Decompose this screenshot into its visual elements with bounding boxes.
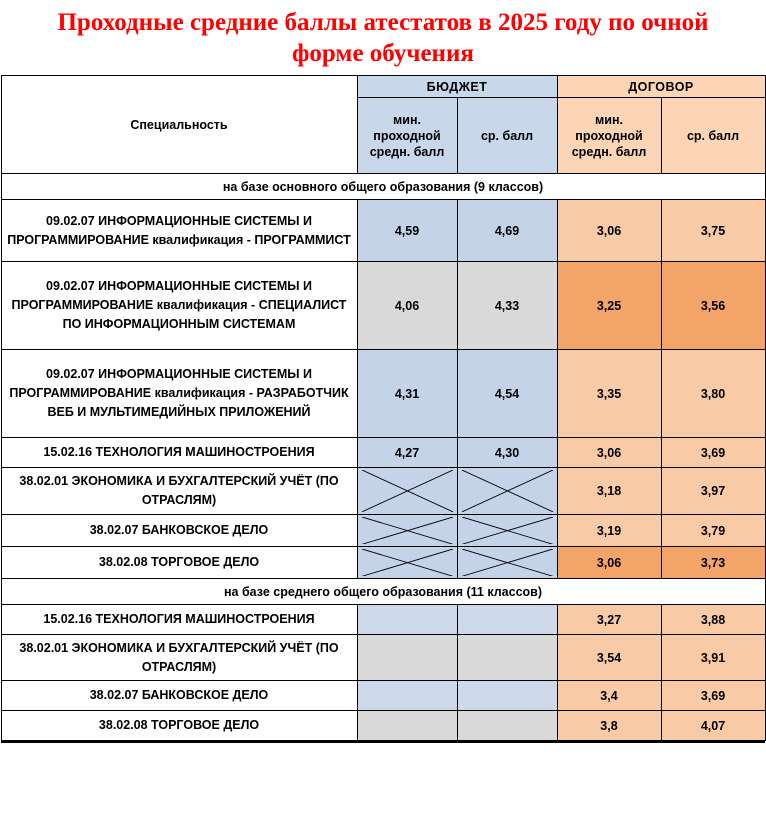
cross-out-icon [362, 549, 453, 576]
scores-table [1, 75, 766, 741]
header-budget: БЮДЖЕТ [357, 76, 557, 98]
table-row [1, 262, 765, 350]
section-header-9-classes [1, 174, 765, 200]
row-specialty: 15.02.16 ТЕХНОЛОГИЯ МАШИНОСТРОЕНИЯ [1, 605, 357, 635]
row-specialty: 38.02.08 ТОРГОВОЕ ДЕЛО [1, 547, 357, 579]
cross-out-icon [462, 549, 553, 576]
cell-budget-min: 4,31 [357, 350, 457, 438]
cell-budget-min [357, 681, 457, 711]
cell-budget-avg [457, 605, 557, 635]
cell-budget-min-empty [357, 514, 457, 546]
cell-contract-min: 3,25 [557, 262, 661, 350]
section-header-11-classes [1, 579, 765, 605]
cell-budget-avg-empty [457, 468, 557, 515]
cell-budget-avg: 4,54 [457, 350, 557, 438]
cell-contract-min: 3,54 [557, 635, 661, 681]
table-row [1, 468, 765, 515]
header-budget-min: мин. проходной средн. балл [357, 98, 457, 174]
table-row [1, 605, 765, 635]
cell-contract-avg: 3,97 [661, 468, 765, 515]
cell-budget-avg [457, 711, 557, 741]
cell-contract-avg: 3,88 [661, 605, 765, 635]
table-row [1, 200, 765, 262]
cell-contract-min: 3,19 [557, 514, 661, 546]
cell-contract-min: 3,8 [557, 711, 661, 741]
cell-budget-avg: 4,69 [457, 200, 557, 262]
cell-budget-min-empty [357, 547, 457, 579]
table-row [1, 547, 765, 579]
cell-budget-min-empty [357, 468, 457, 515]
cell-contract-min: 3,18 [557, 468, 661, 515]
cell-budget-min: 4,59 [357, 200, 457, 262]
row-specialty: 09.02.07 ИНФОРМАЦИОННЫЕ СИСТЕМЫ И ПРОГРАММИРОВАНИЕ квалификация - СПЕЦИАЛИСТ ПО ИНФОРМАЦИОННЫМ СИСТЕМАМ [1, 262, 357, 350]
cell-contract-avg: 3,73 [661, 547, 765, 579]
row-specialty: 38.02.01 ЭКОНОМИКА И БУХГАЛТЕРСКИЙ УЧЁТ (ПО ОТРАСЛЯМ) [1, 635, 357, 681]
cell-budget-avg: 4,33 [457, 262, 557, 350]
table-row [1, 635, 765, 681]
section-label: на базе основного общего образования (9 классов) [1, 174, 765, 200]
row-specialty: 09.02.07 ИНФОРМАЦИОННЫЕ СИСТЕМЫ И ПРОГРАММИРОВАНИЕ квалификация - ПРОГРАММИСТ [1, 200, 357, 262]
header-budget-avg: ср. балл [457, 98, 557, 174]
cross-out-icon [462, 517, 553, 544]
cross-out-icon [462, 470, 553, 512]
header-contract-avg: ср. балл [661, 98, 765, 174]
cell-contract-avg: 3,80 [661, 350, 765, 438]
row-specialty: 38.02.01 ЭКОНОМИКА И БУХГАЛТЕРСКИЙ УЧЁТ (ПО ОТРАСЛЯМ) [1, 468, 357, 515]
cell-contract-min: 3,4 [557, 681, 661, 711]
header-specialty: Специальность [1, 76, 357, 174]
cell-budget-min [357, 635, 457, 681]
cell-contract-min: 3,27 [557, 605, 661, 635]
table-row [1, 350, 765, 438]
cell-contract-avg: 3,75 [661, 200, 765, 262]
cell-budget-avg [457, 681, 557, 711]
cell-contract-min: 3,06 [557, 200, 661, 262]
cross-out-icon [362, 517, 453, 544]
cell-budget-avg [457, 635, 557, 681]
row-specialty: 15.02.16 ТЕХНОЛОГИЯ МАШИНОСТРОЕНИЯ [1, 438, 357, 468]
cell-budget-min: 4,06 [357, 262, 457, 350]
cell-contract-avg: 3,69 [661, 438, 765, 468]
table-row [1, 438, 765, 468]
cell-budget-min [357, 605, 457, 635]
cell-contract-min: 3,06 [557, 547, 661, 579]
row-specialty: 38.02.07 БАНКОВСКОЕ ДЕЛО [1, 514, 357, 546]
cell-budget-min [357, 711, 457, 741]
cell-contract-avg: 3,69 [661, 681, 765, 711]
cell-budget-avg: 4,30 [457, 438, 557, 468]
cell-contract-avg: 3,79 [661, 514, 765, 546]
cell-contract-min: 3,06 [557, 438, 661, 468]
cell-contract-avg: 4,07 [661, 711, 765, 741]
row-specialty: 38.02.07 БАНКОВСКОЕ ДЕЛО [1, 681, 357, 711]
header-contract-min: мин. проходной средн. балл [557, 98, 661, 174]
header-contract: ДОГОВОР [557, 76, 765, 98]
table-row [1, 514, 765, 546]
cell-budget-min: 4,27 [357, 438, 457, 468]
section-label: на базе среднего общего образования (11 классов) [1, 579, 765, 605]
cell-contract-avg: 3,56 [661, 262, 765, 350]
cell-contract-avg: 3,91 [661, 635, 765, 681]
cell-contract-min: 3,35 [557, 350, 661, 438]
cell-budget-avg-empty [457, 514, 557, 546]
table-row [1, 711, 765, 741]
table-header-row-1 [1, 76, 765, 98]
cell-budget-avg-empty [457, 547, 557, 579]
row-specialty: 38.02.08 ТОРГОВОЕ ДЕЛО [1, 711, 357, 741]
cross-out-icon [362, 470, 453, 512]
row-specialty: 09.02.07 ИНФОРМАЦИОННЫЕ СИСТЕМЫ И ПРОГРАММИРОВАНИЕ квалификация - РАЗРАБОТЧИК ВЕБ И МУЛЬТИМЕДИЙНЫХ ПРИЛОЖЕНИЙ [1, 350, 357, 438]
table-bottom-border [1, 741, 765, 749]
page-title: Проходные средние баллы атестатов в 2025 году по очной форме обучения [57, 9, 709, 67]
table-row [1, 681, 765, 711]
